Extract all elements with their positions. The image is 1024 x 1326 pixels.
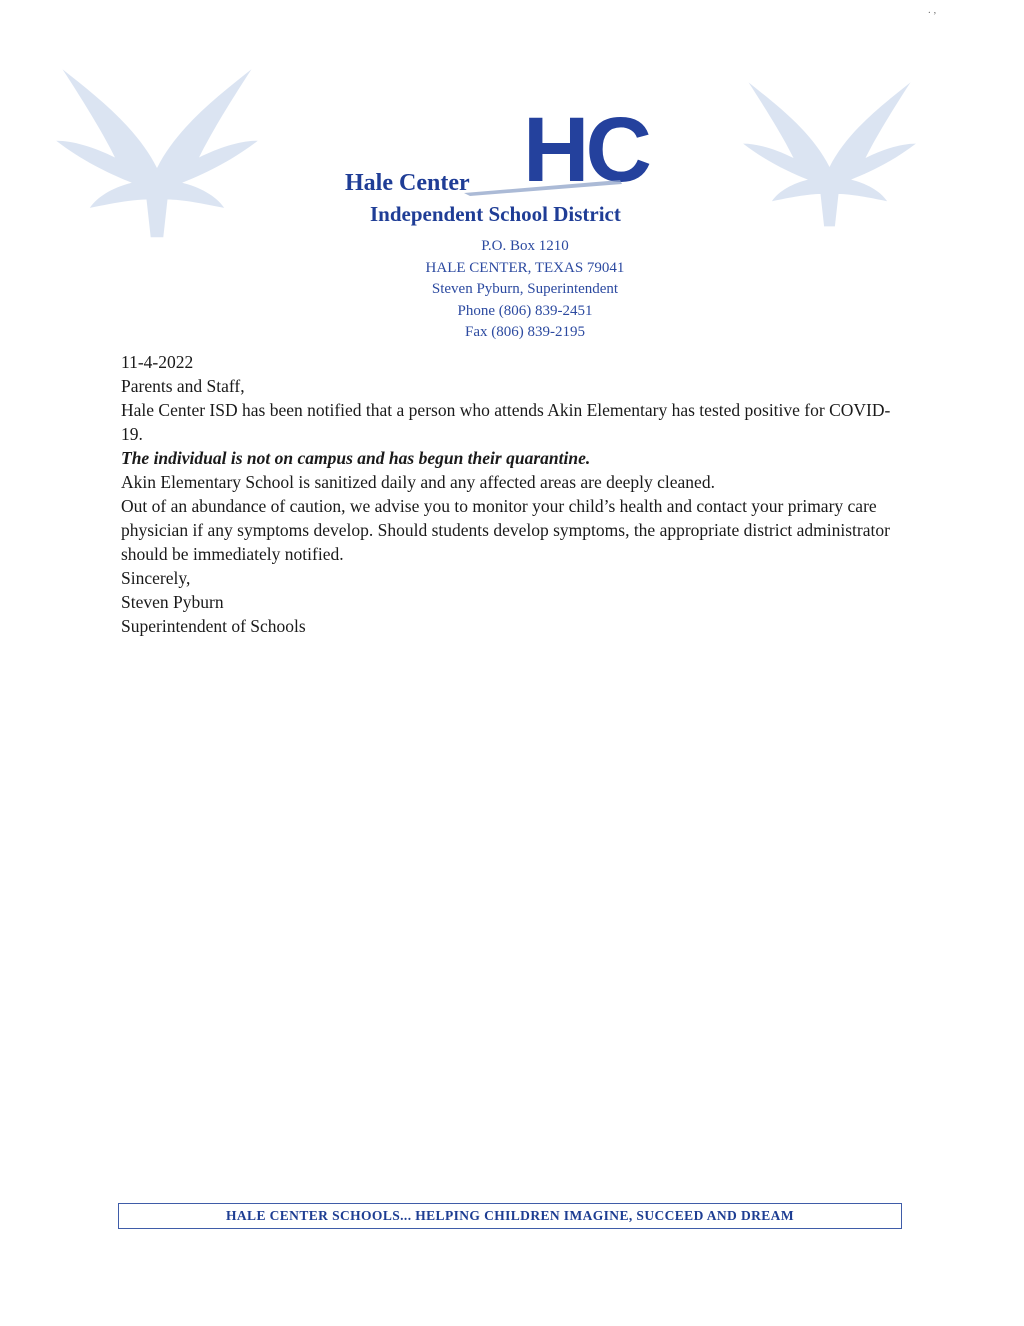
paragraph-notice: Hale Center ISD has been notified that a person who attends Akin Elementary has tested positive for COVID-19. (121, 400, 891, 444)
footer-banner (118, 1203, 902, 1229)
paragraph-quarantine: The individual is not on campus and has begun their quarantine. (121, 448, 591, 468)
paragraph-sanitize: Akin Elementary School is sanitized daily and any affected areas are deeply cleaned. (121, 472, 715, 492)
letter-body (0, 350, 1024, 638)
letterhead (0, 0, 1024, 350)
address-po-box: P.O. Box 1210 (481, 238, 569, 254)
district-name-line2: Independent School District (370, 202, 621, 226)
address-fax: Fax (806) 839-2195 (465, 324, 585, 340)
eagle-watermark-right-icon (732, 68, 927, 248)
scan-artifact: . , (928, 4, 937, 16)
address-block (200, 236, 850, 344)
footer-banner-text: HALE CENTER SCHOOLS... HELPING CHILDREN IMAGINE, SUCCEED AND DREAM (226, 1208, 794, 1223)
address-phone: Phone (806) 839-2451 (457, 302, 593, 319)
logo-swoosh-icon (464, 180, 624, 196)
address-superintendent: Steven Pyburn, Superintendent (431, 281, 619, 297)
district-name-line1: Hale Center (345, 170, 470, 196)
address-city: HALE CENTER, TEXAS 79041 (425, 259, 625, 276)
paragraph-caution: Out of an abundance of caution, we advise you to monitor your child’s health and contact your primary care physician if any symptoms develop. Should students develop symptoms, the appropriate district administrator should be immediately notified. (121, 496, 890, 564)
hc-monogram-logo: HC (523, 99, 648, 201)
letter-date: 11-4-2022 (121, 352, 194, 372)
signer-title: Superintendent of Schools (121, 616, 306, 636)
letter-signature: Steven Pyburn (121, 592, 224, 612)
letter-closing: Sincerely, (121, 568, 191, 588)
letter-salutation: Parents and Staff, (121, 376, 245, 396)
eagle-watermark-left-icon (52, 50, 262, 265)
